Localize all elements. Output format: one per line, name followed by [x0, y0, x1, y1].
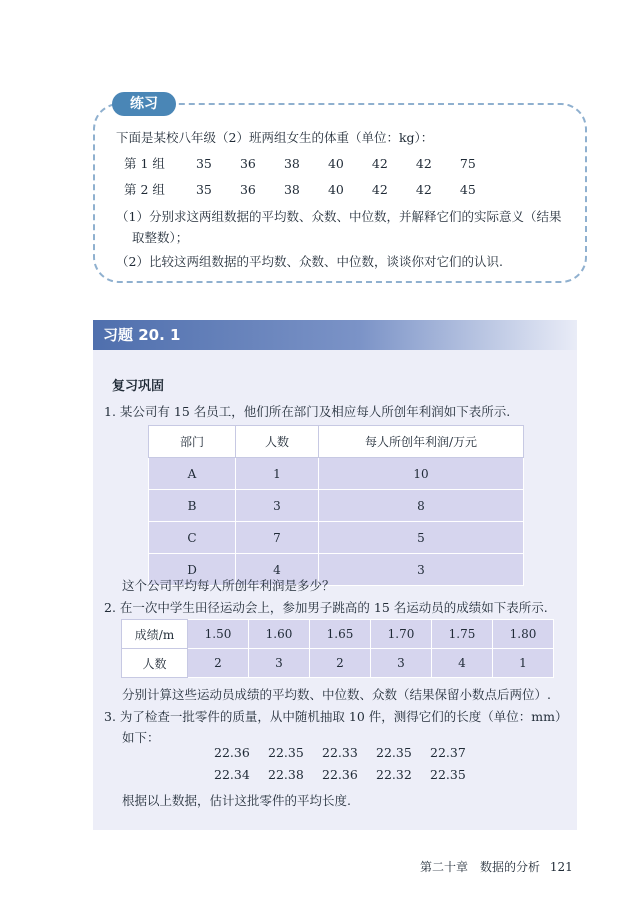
question-2: 2. 在一次中学生田径运动会上，参加男子跳高的 15 名运动员的成绩如下表所示.	[104, 600, 548, 615]
table-row	[149, 522, 524, 554]
exercise-header: 习题 20. 1	[93, 320, 577, 350]
table-cell: 1	[493, 649, 554, 678]
length-value: 22.36	[322, 767, 358, 782]
question-3-follow: 根据以上数据，估计这批零件的平均长度.	[122, 793, 351, 808]
length-value: 22.37	[430, 745, 466, 760]
table-row-label: 人数	[122, 649, 188, 678]
length-value: 22.35	[376, 745, 412, 760]
length-value: 22.36	[214, 745, 250, 760]
practice-q1-line2: 取整数）；	[132, 230, 189, 245]
table-header: 每人所创年利润/万元	[319, 426, 524, 458]
table-cell: 5	[319, 522, 524, 554]
group2-value: 40	[327, 182, 344, 197]
jump-table	[121, 619, 554, 678]
table-cell: 3	[249, 649, 310, 678]
length-value: 22.35	[430, 767, 466, 782]
question-2-follow: 分别计算这些运动员成绩的平均数、中位数、众数（结果保留小数点后两位）.	[122, 687, 551, 702]
length-value: 22.38	[268, 767, 304, 782]
profit-table	[148, 425, 524, 586]
table-cell: 3	[236, 490, 319, 522]
group2-value: 45	[459, 182, 476, 197]
group1-value: 75	[459, 156, 476, 171]
table-header: 部门	[149, 426, 236, 458]
table-cell: 1.80	[493, 620, 554, 649]
group1-value: 40	[327, 156, 344, 171]
table-cell: 8	[319, 490, 524, 522]
page-footer	[420, 858, 573, 875]
lengths-row-2	[214, 767, 484, 782]
length-value: 22.33	[322, 745, 358, 760]
group2-value: 42	[371, 182, 388, 197]
table-cell: 4	[236, 554, 319, 586]
length-value: 22.34	[214, 767, 250, 782]
table-row-label: 成绩/m	[122, 620, 188, 649]
table-row	[122, 649, 554, 678]
table-cell: 3	[319, 554, 524, 586]
table-row	[149, 490, 524, 522]
table-cell: D	[149, 554, 236, 586]
question-1: 1. 某公司有 15 名员工，他们所在部门及相应每人所创年利润如下表所示.	[104, 404, 511, 419]
table-cell: 3	[371, 649, 432, 678]
table-cell: 1.65	[310, 620, 371, 649]
length-value: 22.35	[268, 745, 304, 760]
table-cell: 1.70	[371, 620, 432, 649]
question-3-line2: 如下：	[122, 730, 160, 745]
group2-value: 38	[283, 182, 300, 197]
table-header-row	[149, 426, 524, 458]
practice-q1-line1: （1）分别求这两组数据的平均数、众数、中位数，并解释它们的实际意义（结果	[116, 209, 562, 224]
table-cell: 4	[432, 649, 493, 678]
group2-value: 42	[415, 182, 432, 197]
group1-value: 42	[371, 156, 388, 171]
table-cell: 10	[319, 458, 524, 490]
table-header: 人数	[236, 426, 319, 458]
group1-value: 42	[415, 156, 432, 171]
page-number: 121	[549, 860, 573, 874]
group1-value: 35	[195, 156, 212, 171]
question-1-follow: 这个公司平均每人所创年利润是多少？	[122, 578, 335, 593]
practice-intro: 下面是某校八年级（2）班两组女生的体重（单位：kg）：	[116, 130, 434, 145]
practice-tag: 练习	[112, 92, 176, 116]
group1-row	[124, 154, 500, 172]
table-cell: C	[149, 522, 236, 554]
table-cell: 1.75	[432, 620, 493, 649]
group1-value: 38	[283, 156, 300, 171]
group2-value: 35	[195, 182, 212, 197]
table-cell: 1.60	[249, 620, 310, 649]
table-cell: B	[149, 490, 236, 522]
table-cell: 1	[236, 458, 319, 490]
group2-row	[124, 180, 500, 198]
group1-value: 36	[239, 156, 256, 171]
question-3-line1: 3. 为了检查一批零件的质量，从中随机抽取 10 件，测得它们的长度（单位：mm）	[104, 709, 568, 724]
table-cell: 7	[236, 522, 319, 554]
table-cell: 2	[310, 649, 371, 678]
section-title: 复习巩固	[112, 379, 165, 394]
lengths-row-1	[214, 745, 484, 760]
group1-label: 第 1 组	[124, 156, 165, 171]
table-row	[149, 458, 524, 490]
length-value: 22.32	[376, 767, 412, 782]
table-cell: 1.50	[188, 620, 249, 649]
chapter-title: 第二十章 数据的分析	[420, 860, 541, 874]
group2-value: 36	[239, 182, 256, 197]
table-cell: A	[149, 458, 236, 490]
group2-label: 第 2 组	[124, 182, 165, 197]
practice-q2: （2）比较这两组数据的平均数、众数、中位数，谈谈你对它们的认识.	[116, 254, 503, 269]
table-row	[122, 620, 554, 649]
table-cell: 2	[188, 649, 249, 678]
